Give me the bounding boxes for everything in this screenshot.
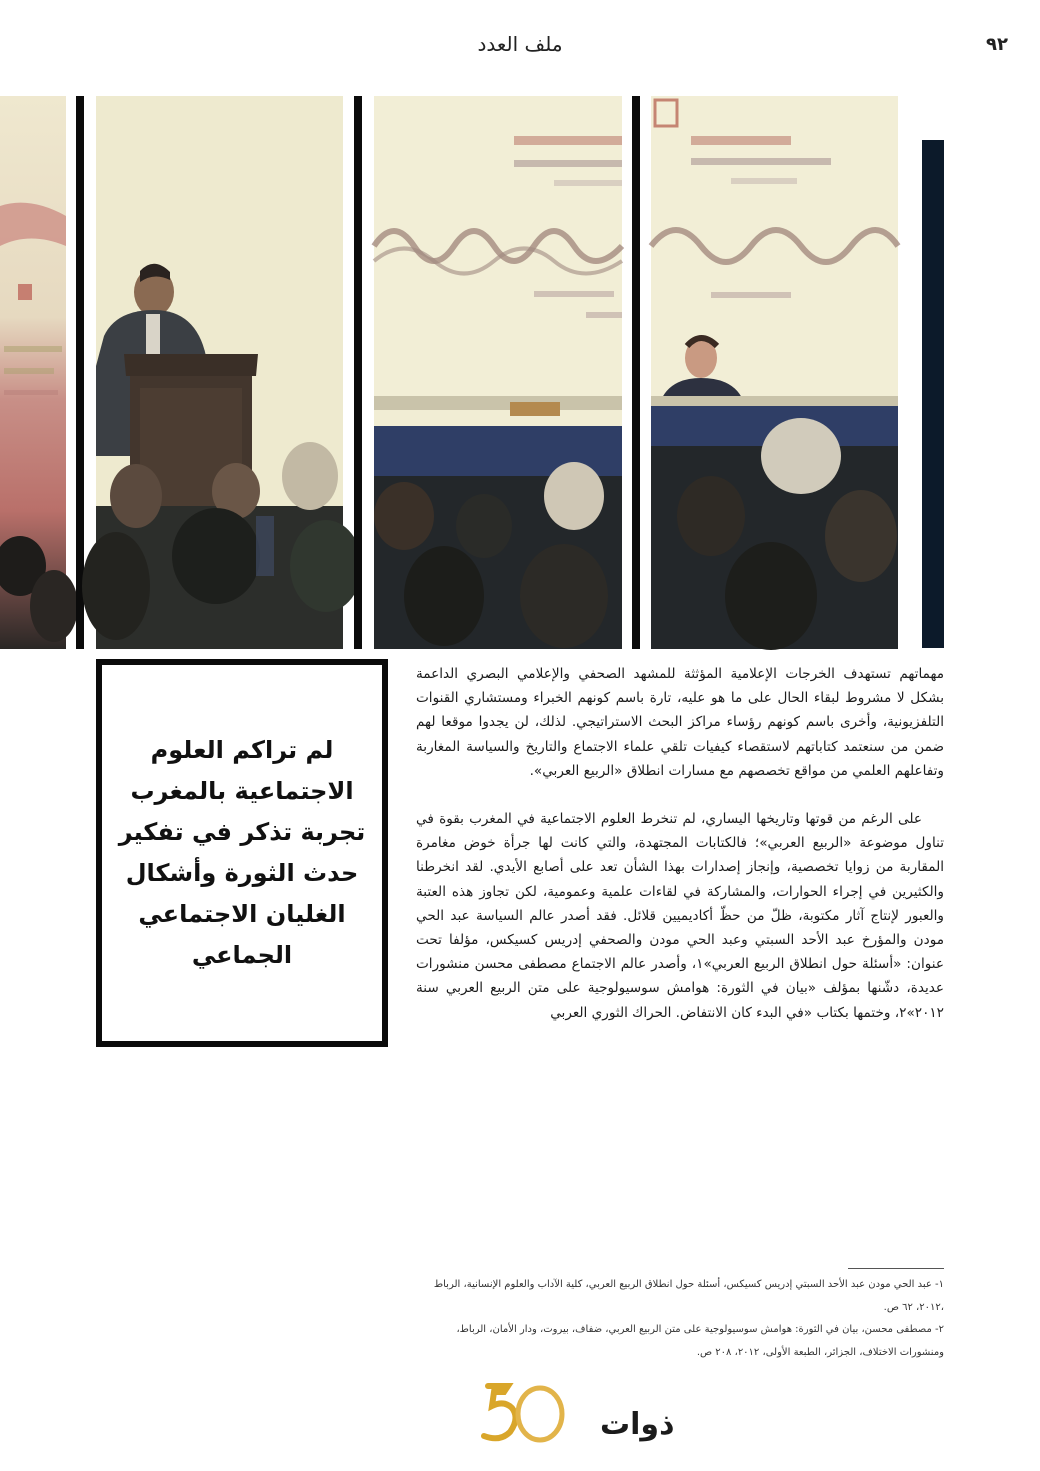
logo-text: ذوات xyxy=(600,1407,675,1442)
photo-slice-3 xyxy=(374,96,622,649)
footnotes xyxy=(432,1274,944,1364)
photo-slice-2 xyxy=(96,96,343,649)
page-number: ٩٢ xyxy=(986,34,1008,55)
divider-stripe xyxy=(76,96,84,649)
footnote-separator xyxy=(848,1268,944,1269)
pull-quote-box xyxy=(96,659,388,1047)
footnote-2: ٢- مصطفى محسن، بيان في الثورة: هوامش سوسيولوجية على متن الربيع العربي، ضفاف، بيروت، ودار الأمان، الرباط، ومنشورات الاختلاف، الجزائر، الطبعة الأولى، ٢٠١٢، ٢٠٨ ص. xyxy=(456,1324,944,1358)
pull-quote-text: لم تراكم العلوم الاجتماعية بالمغرب تجربة تذكر في تفكير حدث الثورة وأشكال الغليان الاجتماعي الجماعي xyxy=(118,736,366,969)
article-body xyxy=(416,662,944,1025)
divider-stripe xyxy=(632,96,640,649)
body-paragraph: مهماتهم تستهدف الخرجات الإعلامية المؤثثة للمشهد الصحفي والإعلامي البصري الداعمة بشكل لا مشروط لبقاء الحال على ما هو عليه، تارة باسم كونهم الخبراء ومستشاري القنوات التلفزيونية، وأخرى باسم كونهم رؤساء مراكز البحث الاستراتيجي. لذلك، لن يجدوا موقعا لهم ضمن من سنعتمد كتاباتهم لاستقصاء كيفيات تلقي علماء الاجتماع والتاريخ والسياسة المغاربة وتفاعلهم العلمي من مواقع تخصصهم مع مسارات انطلاق «الربيع العربي». xyxy=(416,666,944,779)
photo-slice-1 xyxy=(0,96,66,649)
speaker-at-podium xyxy=(96,96,343,649)
banner-and-panel-table xyxy=(374,96,622,649)
footnote-1: ١- عبد الحي مودن عبد الأحد السبتي إدريس كسيكس، أسئلة حول انطلاق الربيع العربي، كلية الآداب والعلوم الإنسانية، الرباط ،٢٠١٢، ٦٢ ص. xyxy=(433,1279,944,1313)
navy-accent-bar xyxy=(922,140,944,648)
body-paragraph: على الرغم من قوتها وتاريخها اليساري، لم تنخرط العلوم الاجتماعية في المغرب بقوة في تناول موضوعة «الربيع العربي»؛ فالكتابات المجتهدة، والتي كانت لها جرأة خوض مغامرة المقاربة من زوايا تخصصية، وإنجاز إصدارات بهذا الشأن تعد على أصابع الأيدي. لقد انخرطنا والكثيرين في إجراء الحوارات، والمشاركة في لقاءات علمية وعمومية، لكن تجاوز هذه العتبة والعبور لإنتاج آثار مكتوبة، ظلّ من حظّ أكاديميين قلائل. فقد أصدر عالم السياسة عبد الحي مودن والمؤرخ عبد الأحد السبتي وعبد الحي مودن والصحفي إدريس كسيكس، مؤلفا تحت عنوان: «أسئلة حول انطلاق الربيع العربي»١، وأصدر عالم الاجتماع مصطفى محسن منشورات عديدة، دشّنها بمؤلف «بيان في الثورة: هوامش سوسيولوجية على متن الربيع العربي سنة ٢٠١٢»٢، وختمها بكتاب «في البدء كان الانتفاض. الحراك الثوري العربي xyxy=(416,811,944,1021)
magazine-logo xyxy=(474,1378,675,1446)
photo-slice-4 xyxy=(651,96,898,649)
divider-stripe xyxy=(354,96,362,649)
banner-fragment-graphic xyxy=(0,96,66,649)
running-header: ملف العدد xyxy=(477,32,563,56)
banner-and-panelist xyxy=(651,96,898,649)
logo-50-graphic xyxy=(474,1378,675,1446)
